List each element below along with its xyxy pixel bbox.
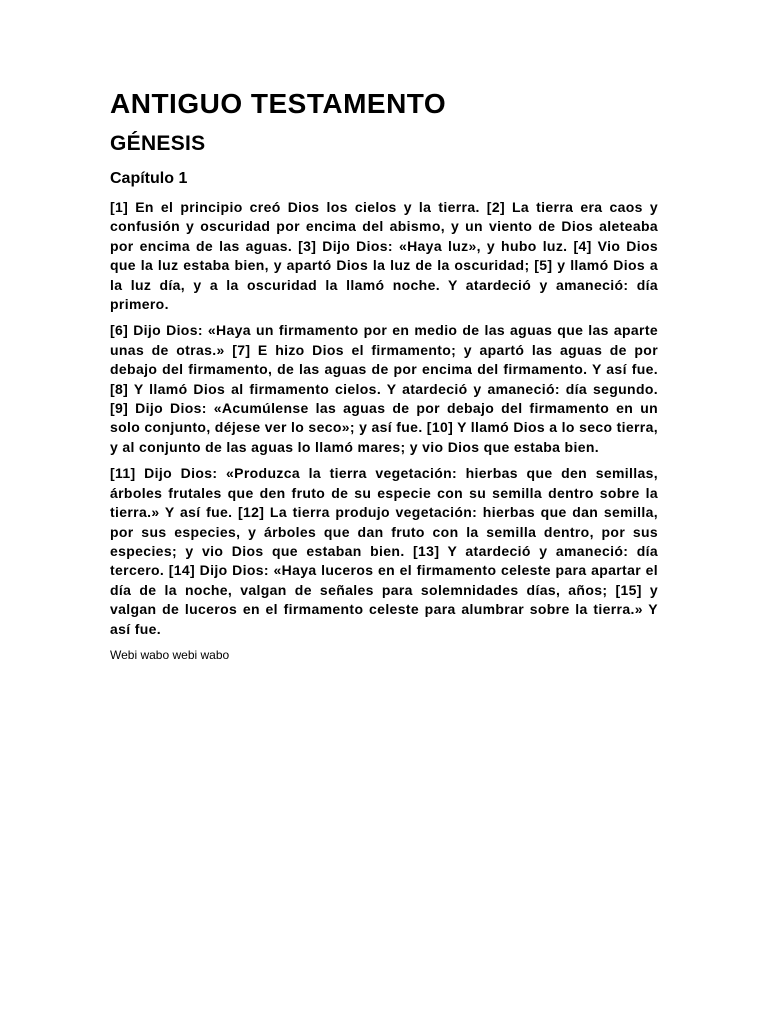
chapter-heading: Capítulo 1 — [110, 170, 188, 187]
document-page — [110, 84, 658, 664]
paragraph-1: [1] En el principio creó Dios los cielos y la tierra. [2] La tierra era caos y confusión y oscuridad por encima del abismo, y un viento de Dios aleteaba por encima de las aguas. [3] Dijo Dios: «Haya luz», y hubo luz. [4] Vio Dios que la luz estaba bien, y apartó Dios la luz de la oscuridad; [5] y llamó Dios a la luz día, y a la oscuridad la llamó noche. Y atardeció y amaneció: día primero. — [110, 199, 658, 313]
document-title: ANTIGUO TESTAMENTO — [110, 88, 447, 119]
paragraph-2: [6] Dijo Dios: «Haya un firmamento por en medio de las aguas que las aparte unas de otras.» [7] E hizo Dios el firmamento; y apartó las aguas de por debajo del firmamento, de las aguas de por encima del firmamento. Y así fue. [8] Y llamó Dios al firmamento cielos. Y atardeció y amaneció: día segundo. [9] Dijo Dios: «Acumúlense las aguas de por debajo del firmamento en un solo conjunto, déjese ver lo seco»; y así fue. [10] Y llamó Dios a lo seco tierra, y al conjunto de las aguas lo llamó mares; y vio Dios que estaba bien. — [110, 322, 658, 455]
footer-note: Webi wabo webi wabo — [110, 647, 230, 662]
paragraph-3: [11] Dijo Dios: «Produzca la tierra vegetación: hierbas que den semillas, árboles frutales que den fruto de su especie con su semilla dentro sobre la tierra.» Y así fue. [12] La tierra produjo vegetación: hierbas que dan semilla, por sus especies, y árboles que dan fruto con la semilla dentro, por sus especies; y vio Dios que estaban bien. [13] Y atardeció y amaneció: día tercero. [14] Dijo Dios: «Haya luceros en el firmamento celeste para apartar el día de la noche, valgan de señales para solemnidades días, años; [15] y valgan de luceros en el firmamento celeste para alumbrar sobre la tierra.» Y así fue. — [110, 465, 658, 637]
book-title: GÉNESIS — [110, 132, 206, 155]
